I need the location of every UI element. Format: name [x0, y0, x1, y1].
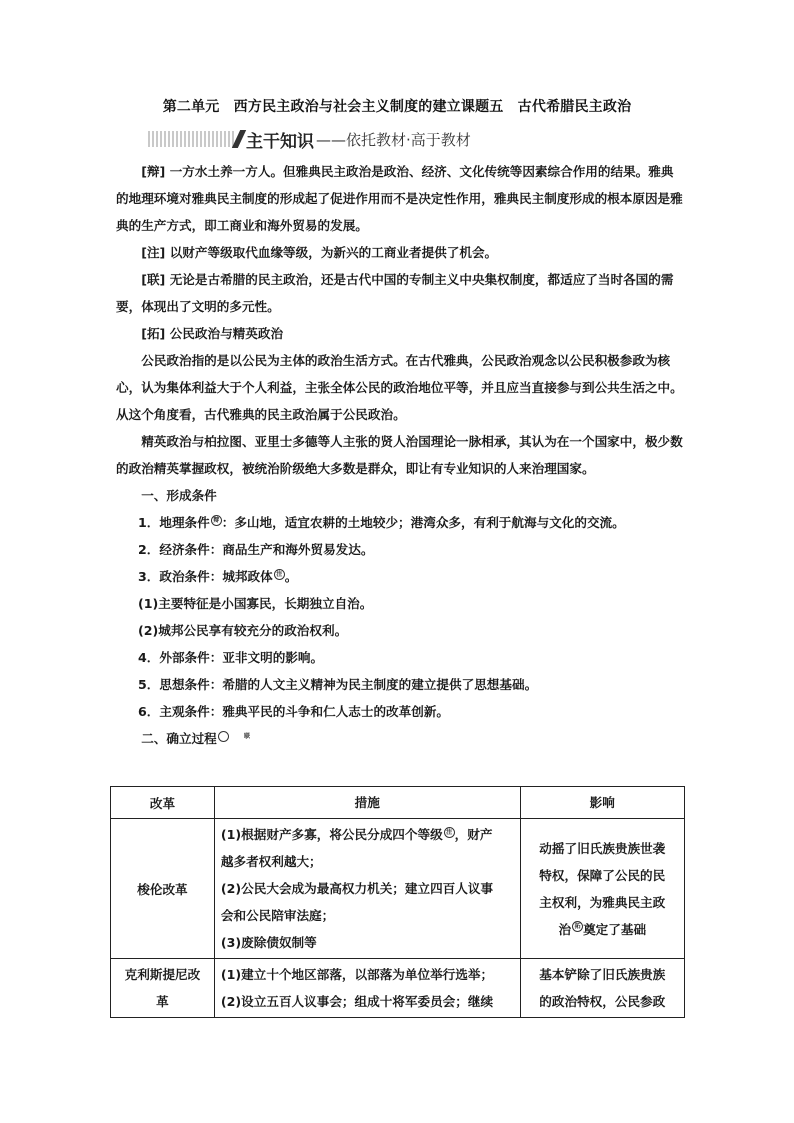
- measure-line: (2)公民大会成为最高权力机关；建立四百人议事: [220, 881, 494, 896]
- annotation-mark-icon: 拓: [572, 921, 583, 932]
- condition-label: 1．地理条件: [138, 515, 210, 530]
- note-zhu: [116, 239, 686, 266]
- note-tag: [拓]: [141, 326, 166, 341]
- annotation-mark-icon: 辩: [211, 515, 222, 526]
- annotation-mark-icon: 注: [274, 569, 285, 580]
- banner-sub-label: ——依托教材·高于教材: [316, 130, 471, 149]
- condition-sub-2: (2)城邦公民享有较充分的政治权利。: [138, 623, 348, 638]
- condition-sub-1: (1)主要特征是小国寡民，长期独立自治。: [138, 596, 373, 611]
- condition-end: 。: [284, 569, 298, 584]
- reform-effect: [520, 819, 684, 959]
- measure-line: 越多者权利越大；: [220, 854, 322, 869]
- table-header: 影响: [520, 787, 684, 819]
- reform-effect: [520, 959, 684, 1018]
- reform-measures: [214, 959, 520, 1018]
- note-lian: [116, 266, 686, 320]
- table-header: 改革: [111, 787, 215, 819]
- banner-main-label: 主干知识: [246, 131, 314, 152]
- annotation-mark-icon: 注: [444, 827, 455, 838]
- condition-label: 3．政治条件: [138, 569, 210, 584]
- page-title: 第二单元 西方民主政治与社会主义制度的建立课题五 古代希腊民主政治: [162, 99, 632, 115]
- condition-item-1: [116, 509, 686, 536]
- condition-text: ：多山地，适宜农耕的土地较少；港湾众多，有利于航海与文化的交流。: [221, 515, 625, 530]
- table-header-row: [111, 787, 685, 819]
- section2-heading-text: 二、确立过程: [141, 731, 217, 746]
- note-text: 以财产等级取代血缘等级，为新兴的工商业者提供了机会。: [169, 245, 498, 260]
- section1-heading: 一、形成条件: [141, 488, 217, 503]
- reform-name: 梭伦改革: [111, 819, 215, 959]
- measure-line: 会和公民陪审法庭；: [220, 908, 335, 923]
- measure-text: ，财产: [454, 827, 493, 842]
- section-banner: [148, 128, 471, 150]
- note-text: 无论是古希腊的民主政治，还是古代中国的专制主义中央集权制度，都适应了当时各国的需要，体现出了文明的多元性。: [116, 272, 674, 314]
- effect-text: 治: [558, 921, 572, 937]
- note-bian: [116, 158, 686, 239]
- effect-line: 基本铲除了旧氏族贵族: [539, 967, 666, 982]
- reform-table: [110, 786, 685, 1018]
- table-header: 措施: [214, 787, 520, 819]
- condition-item-6: 6．主观条件：雅典平民的斗争和仁人志士的改革创新。: [138, 704, 450, 719]
- section2-heading: [116, 725, 686, 752]
- measure-line: (3)废除债奴制等: [220, 935, 317, 950]
- reform-name-line: 革: [156, 994, 169, 1009]
- effect-line: 特权，保障了公民的民: [539, 867, 666, 883]
- note-tag: [辩]: [141, 164, 166, 179]
- table-row: [111, 819, 685, 959]
- condition-label: 2．经济条件: [138, 542, 210, 557]
- effect-line: 的政治特权，公民参政: [539, 994, 666, 1009]
- condition-item-2: [116, 536, 686, 563]
- note-tag: [注]: [141, 245, 166, 260]
- reform-measures: [214, 819, 520, 959]
- note-tuo-paragraph-2: 精英政治与柏拉图、亚里士多德等人主张的贤人治国理论一脉相承，其认为在一个国家中，极少数的政治精英掌握政权，被统治阶级绝大多数是群众，即让有专业知识的人来治理国家。: [116, 434, 683, 476]
- table-row: [111, 959, 685, 1018]
- reform-name-line: 克利斯提尼改: [124, 967, 201, 982]
- notes-block: [116, 158, 686, 752]
- effect-line: [527, 916, 678, 943]
- note-tuo: [116, 320, 686, 347]
- note-text: 公民政治与精英政治: [169, 326, 284, 341]
- condition-item-4: 4．外部条件：亚非文明的影响。: [138, 650, 324, 665]
- effect-line: 动摇了旧氏族贵族世袭: [539, 840, 666, 856]
- condition-text: ：城邦政体: [209, 569, 273, 584]
- note-text: 一方水土养一方人。但雅典民主政治是政治、经济、文化传统等因素综合作用的结果。雅典的地理环境对雅典民主制度的形成起了促进作用而不是决定性作用，雅典民主制度形成的根本原因是雅典的生产方式，即工商业和海外贸易的发展。: [116, 164, 683, 233]
- effect-line: 主权利，为雅典民主政: [539, 894, 666, 910]
- measure-line: (2)设立五百人议事会；组成十将军委员会；继续: [220, 994, 494, 1009]
- note-tag: [联]: [141, 272, 166, 287]
- condition-item-5: 5．思想条件：希腊的人文主义精神为民主制度的建立提供了思想基础。: [138, 677, 538, 692]
- measure-line: (1)建立十个地区部落，以部落为单位举行选举；: [220, 967, 494, 982]
- condition-item-3: [116, 563, 686, 590]
- note-tuo-paragraph-1: 公民政治指的是以公民为主体的政治生活方式。在古代雅典，公民政治观念以公民积极参政为核心，认为集体利益大于个人利益，主张全体公民的政治地位平等，并且应当直接参与到公共生活之中。从这个角度看，古代雅典的民主政治属于公民政治。: [116, 353, 683, 422]
- measure-text: (1)根据财产多寡，将公民分成四个等级: [220, 827, 443, 842]
- banner-stripes: [148, 131, 236, 147]
- condition-text: ：商品生产和海外贸易发达。: [209, 542, 374, 557]
- effect-text: 奠定了基础: [583, 921, 647, 937]
- annotation-mark-icon: 联: [218, 731, 229, 742]
- measure-line: [221, 821, 514, 848]
- reform-name: [111, 959, 215, 1018]
